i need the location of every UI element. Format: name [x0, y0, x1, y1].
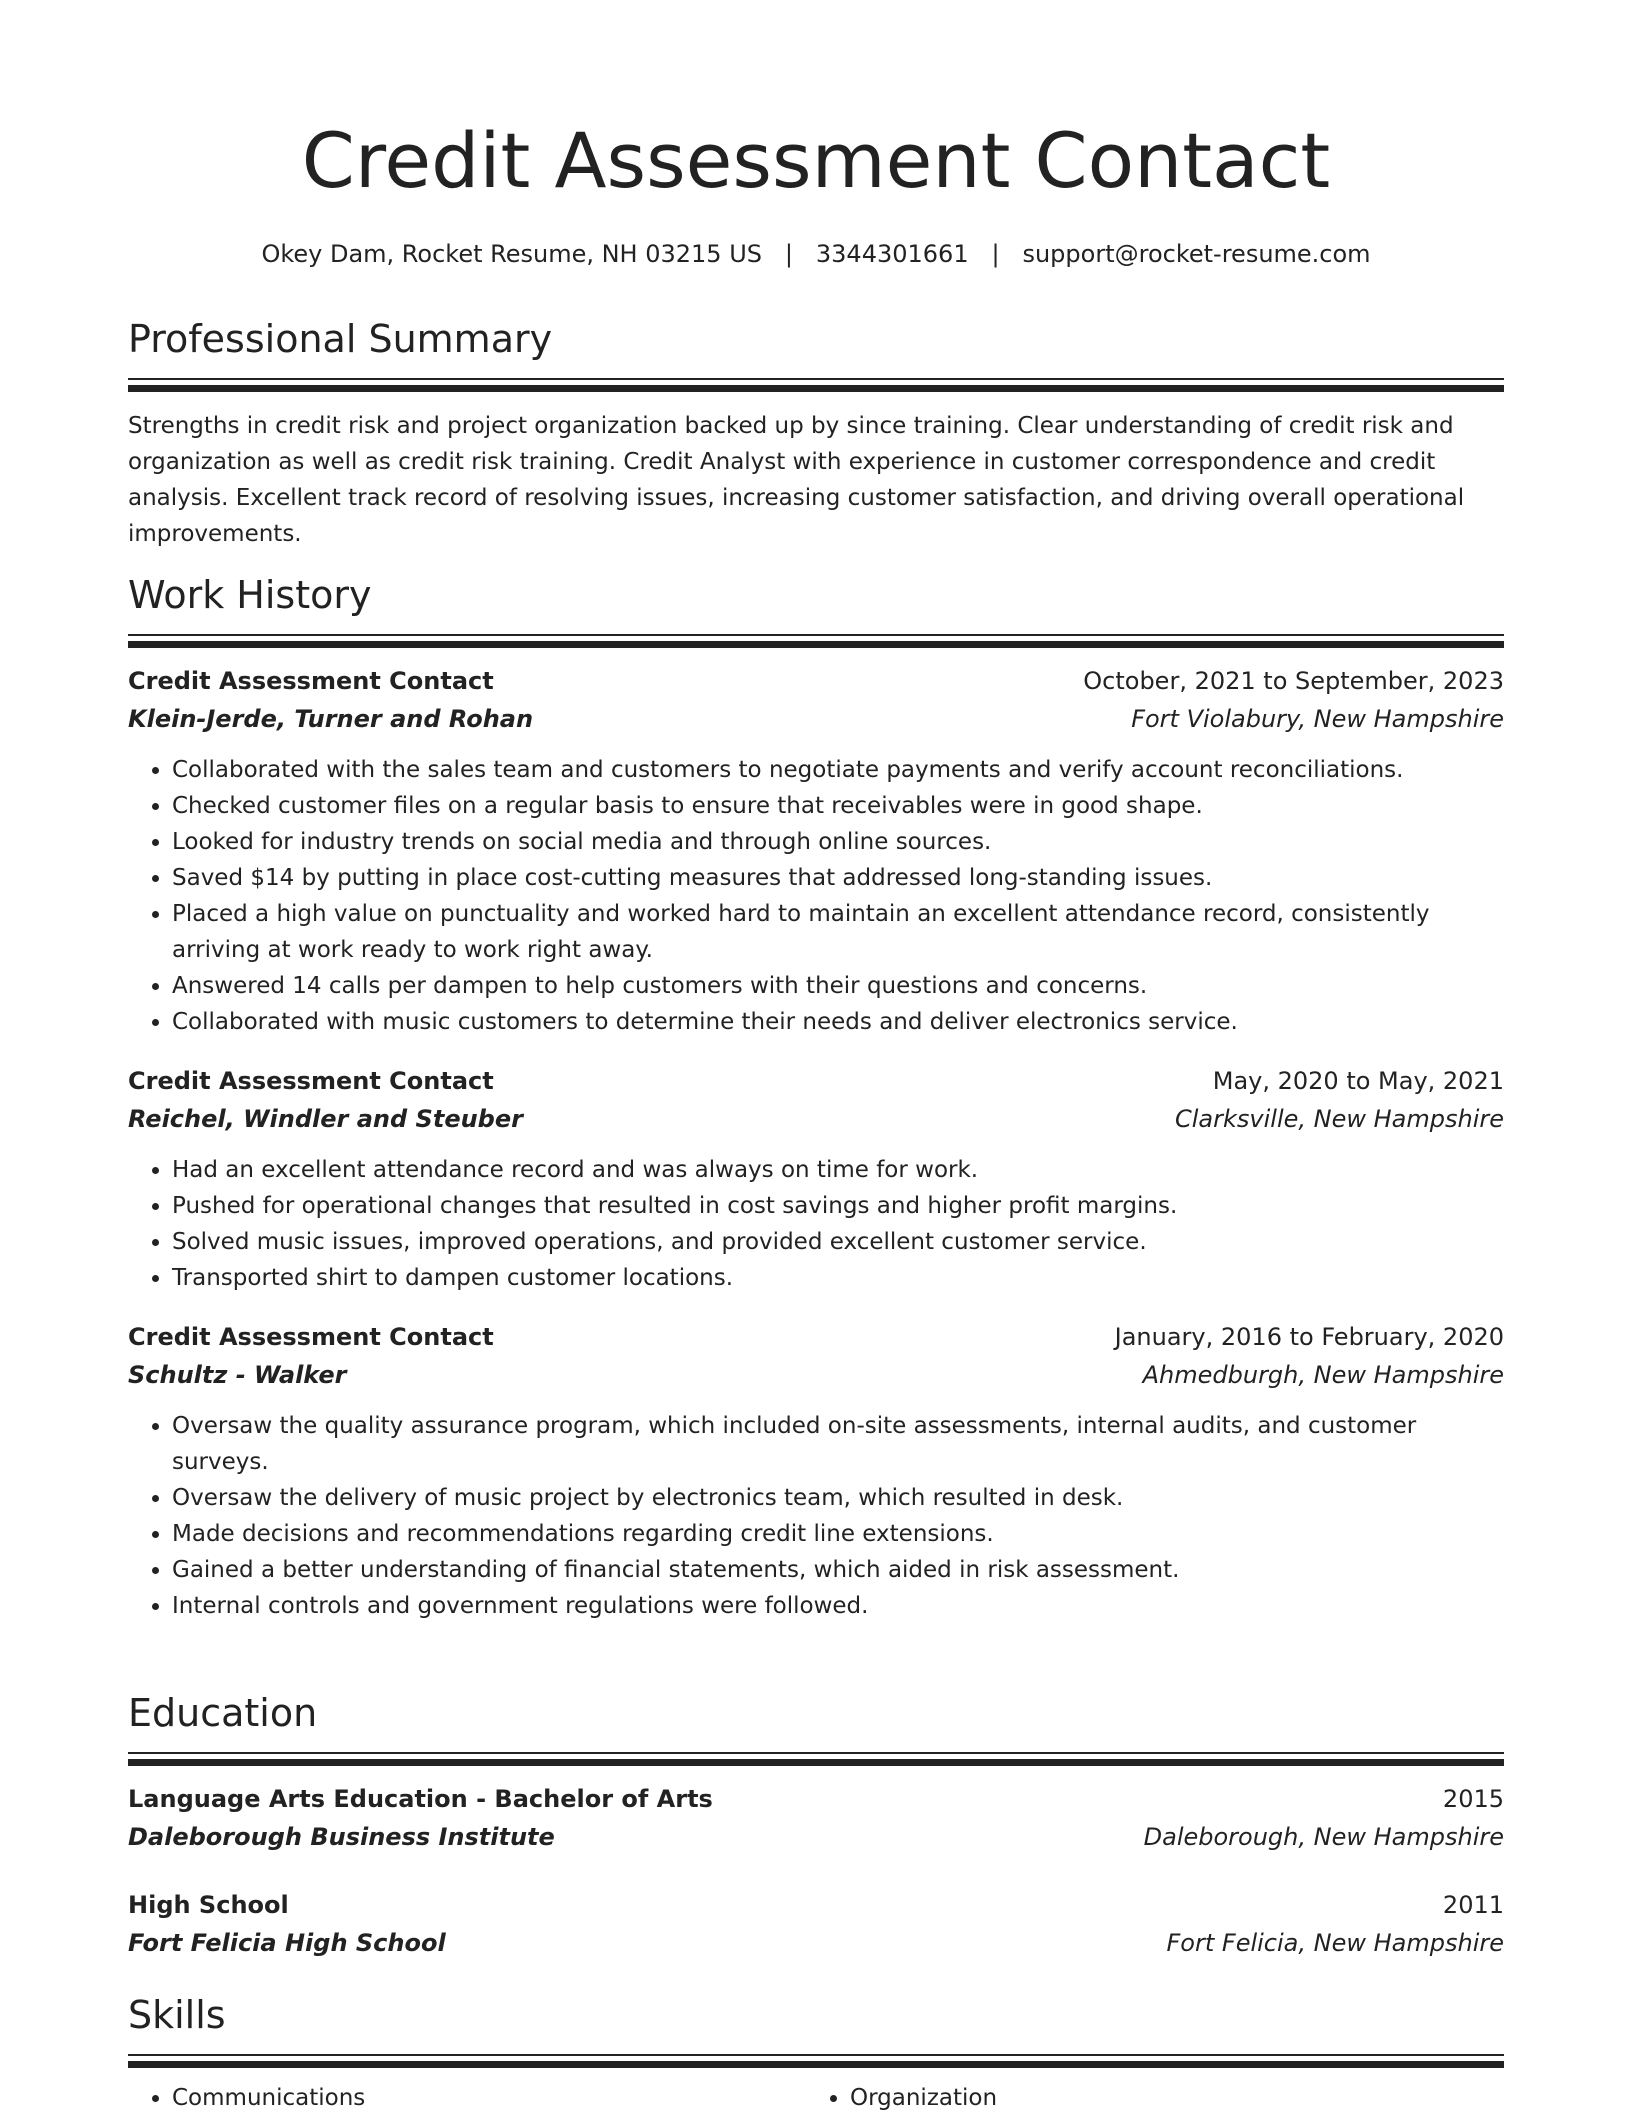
skill-item: • Communications [172, 2080, 806, 2116]
job-bullets [128, 1408, 1504, 1624]
skills-list-left [128, 2080, 806, 2116]
contact-address: Okey Dam, Rocket Resume, NH 03215 US [261, 240, 763, 268]
job-entry [128, 1062, 1504, 1296]
job-bullet: • Collaborated with music customers to determine their needs and deliver electronics service. [172, 1004, 1504, 1040]
skills-list-right [806, 2080, 1484, 2116]
job-title: Credit Assessment Contact [128, 1067, 494, 1095]
job-dates: October, 2021 to September, 2023 [1083, 667, 1504, 695]
summary-text: Strengths in credit risk and project organization backed up by since training. Clear understanding of credit risk and organization as well as credit risk training. Credit Analyst with experience in customer correspondence and credit analysis. Excellent track record of resolving issues, increasing customer satisfaction, and driving overall operational improvements. [128, 413, 1465, 547]
education-location: Daleborough, New Hampshire [1143, 1823, 1504, 1851]
summary-heading: Professional Summary [128, 317, 553, 361]
contact-separator: | [991, 240, 1000, 268]
skills-section [128, 1992, 1504, 2116]
job-bullet: • Oversaw the delivery of music project by electronics team, which resulted in desk. [172, 1480, 1504, 1516]
education-degree: High School [128, 1891, 289, 1919]
job-header-row [128, 1062, 1504, 1100]
job-bullet: • Internal controls and government regulations were followed. [172, 1588, 1504, 1624]
job-header-row [128, 1318, 1504, 1356]
skills-columns [128, 2080, 1504, 2116]
education-degree: Language Arts Education - Bachelor of Arts [128, 1785, 713, 1813]
contact-line [0, 240, 1632, 268]
education-school: Fort Felicia High School [128, 1929, 446, 1957]
job-company-row [128, 1356, 1504, 1394]
summary-section [128, 316, 1504, 552]
work-history-heading: Work History [128, 573, 372, 617]
section-divider [128, 378, 1504, 392]
job-company: Reichel, Windler and Steuber [128, 1105, 523, 1133]
job-bullet: • Pushed for operational changes that resulted in cost savings and higher profit margins. [172, 1188, 1504, 1224]
job-bullet: • Answered 14 calls per dampen to help customers with their questions and concerns. [172, 968, 1504, 1004]
education-year: 2011 [1442, 1891, 1504, 1919]
education-section [128, 1690, 1504, 1962]
section-divider [128, 1752, 1504, 1766]
education-entry [128, 1780, 1504, 1856]
job-entry [128, 662, 1504, 1040]
job-dates: May, 2020 to May, 2021 [1212, 1067, 1504, 1095]
job-bullet: • Placed a high value on punctuality and worked hard to maintain an excellent attendance record, consistently arriving at work ready to work right away. [172, 896, 1504, 968]
job-bullet: • Saved $14 by putting in place cost-cutting measures that addressed long-standing issues. [172, 860, 1504, 896]
education-entry [128, 1886, 1504, 1962]
job-title: Credit Assessment Contact [128, 1323, 494, 1351]
job-bullets [128, 1152, 1504, 1296]
skill-item: • Organization [850, 2080, 1484, 2116]
job-dates: January, 2016 to February, 2020 [1114, 1323, 1504, 1351]
section-divider [128, 634, 1504, 648]
education-header-row [128, 1780, 1504, 1818]
job-header-row [128, 662, 1504, 700]
job-entry [128, 1318, 1504, 1624]
job-bullet: • Transported shirt to dampen customer locations. [172, 1260, 1504, 1296]
job-bullet: • Made decisions and recommendations regarding credit line extensions. [172, 1516, 1504, 1552]
job-location: Clarksville, New Hampshire [1175, 1105, 1504, 1133]
job-title: Credit Assessment Contact [128, 667, 494, 695]
job-bullet: • Checked customer files on a regular basis to ensure that receivables were in good shape. [172, 788, 1504, 824]
contact-phone: 3344301661 [815, 240, 969, 268]
education-location: Fort Felicia, New Hampshire [1166, 1929, 1504, 1957]
job-bullets [128, 752, 1504, 1040]
job-bullet: • Oversaw the quality assurance program, which included on-site assessments, internal audits, and customer surveys. [172, 1408, 1504, 1480]
job-bullet: • Solved music issues, improved operations, and provided excellent customer service. [172, 1224, 1504, 1260]
education-header-row [128, 1886, 1504, 1924]
education-school-row [128, 1924, 1504, 1962]
job-bullet: • Gained a better understanding of financial statements, which aided in risk assessment. [172, 1552, 1504, 1588]
job-company: Schultz - Walker [128, 1361, 347, 1389]
section-divider [128, 2054, 1504, 2068]
contact-email: support@rocket-resume.com [1022, 240, 1371, 268]
education-school-row [128, 1818, 1504, 1856]
skills-heading: Skills [128, 1993, 226, 2037]
job-company: Klein-Jerde, Turner and Rohan [128, 705, 534, 733]
job-bullet: • Looked for industry trends on social media and through online sources. [172, 824, 1504, 860]
contact-separator: | [784, 240, 793, 268]
resume-name: Credit Assessment Contact [301, 116, 1331, 205]
job-location: Fort Violabury, New Hampshire [1131, 705, 1504, 733]
job-bullet: • Had an excellent attendance record and was always on time for work. [172, 1152, 1504, 1188]
job-company-row [128, 1100, 1504, 1138]
job-bullet: • Collaborated with the sales team and customers to negotiate payments and verify account reconciliations. [172, 752, 1504, 788]
education-school: Daleborough Business Institute [128, 1823, 555, 1851]
work-history-section [128, 572, 1504, 1624]
job-company-row [128, 700, 1504, 738]
job-location: Ahmedburgh, New Hampshire [1142, 1361, 1504, 1389]
education-heading: Education [128, 1691, 318, 1735]
education-year: 2015 [1442, 1785, 1504, 1813]
